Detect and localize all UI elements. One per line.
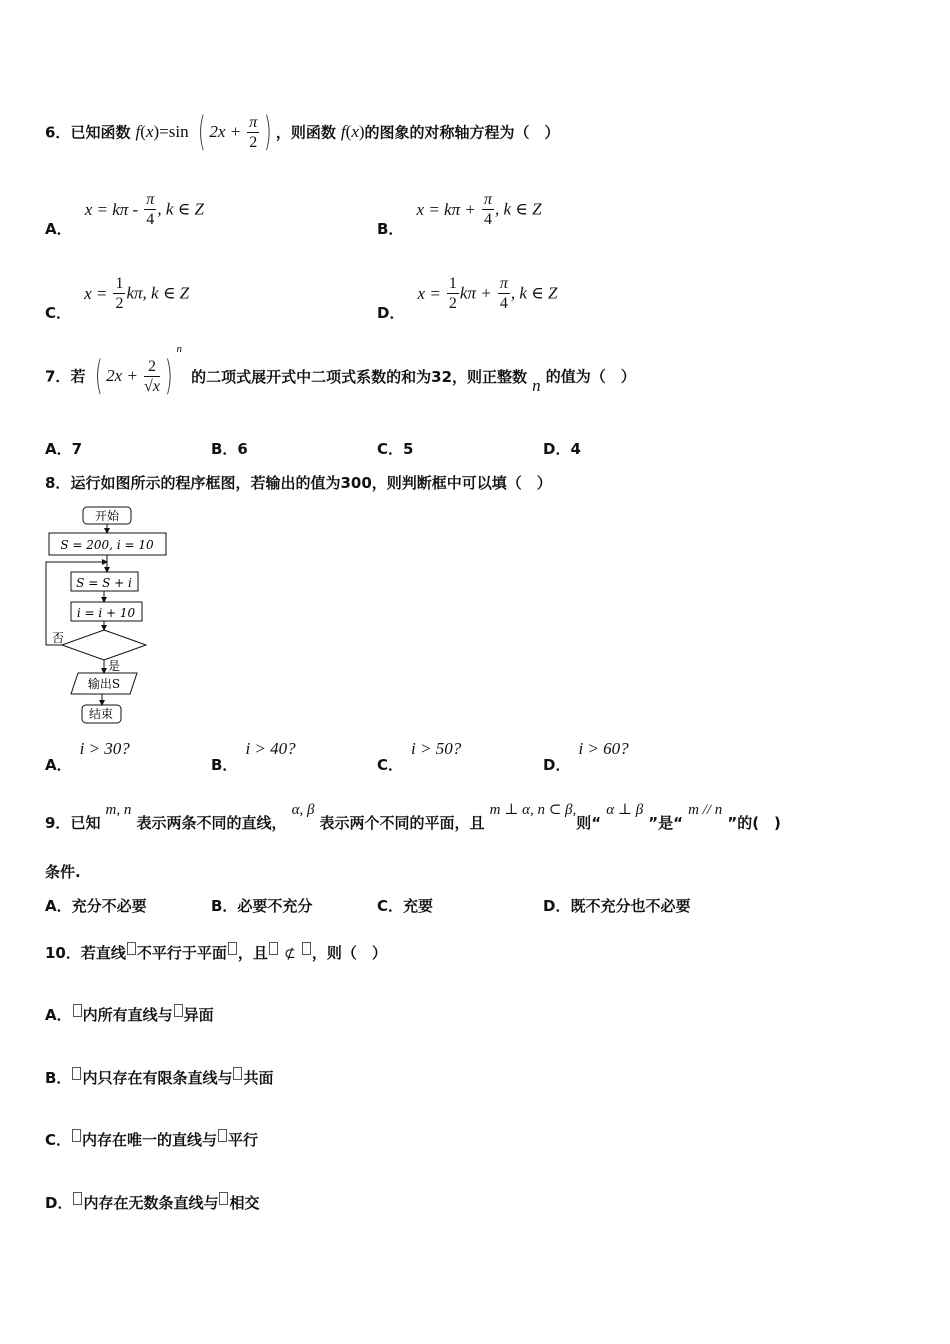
q10-option-b: B． 内只存在有限条直线与 共面 (45, 1069, 274, 1087)
q9-cond: m ⊥ α, n ⊂ β, (489, 802, 577, 818)
flow-decision (62, 630, 146, 660)
q9-stem-tail: 条件. (45, 863, 81, 881)
missing-glyph-icon (269, 942, 278, 955)
q6-option-b-label: B． (377, 220, 404, 238)
q6-option-a: A． x = kπ - $\frac{\pi}{4}$ , k ∈ Z (45, 191, 204, 238)
missing-glyph-icon (174, 1004, 183, 1017)
q8-option-d: D．i > 60? (543, 739, 629, 774)
q9-option-b: B．必要不充分 (211, 897, 313, 915)
q7-stem-c: 的值为（ ） (545, 367, 636, 386)
q9-option-a: A．充分不必要 (45, 897, 147, 915)
flow-step1-text: S = S + i (76, 576, 132, 590)
q7-option-c: C．5 (377, 440, 414, 458)
q8-stem (45, 472, 552, 493)
q9-q: m // n (688, 802, 723, 818)
q6-option-c: C． x = $\frac{1}{2}$ kπ, k ∈ Z (45, 275, 190, 322)
q6-func-f2: f (340, 122, 346, 141)
q6-func-x: x (145, 122, 154, 141)
q7-stem-b: 的二项式展开式中二项式系数的和为32，则正整数 (191, 367, 528, 386)
q7-number: 7． (45, 367, 71, 386)
q6-fraction: $\frac{\pi}{2}$ (249, 113, 258, 151)
q6-stem-b: ，则函数 (275, 123, 336, 142)
missing-glyph-icon (73, 1004, 82, 1017)
q8-stem-text: 运行如图所示的程序框图，若输出的值为300，则判断框中可以填（ ） (70, 474, 552, 492)
q9-stem: 9．已知 m, n 表示两条不同的直线， α, β 表示两个不同的平面，且 m ⊥ α, n ⊂ β,则“ α ⊥ β ”是“ m // n ”的( ) (45, 802, 781, 832)
q7-stem: 7．若 ( 2x + $\frac{2}{√x}$ )$^n$ 的二项式展开式中二项式系数的和为32，则正整数 n 的值为（ ） (45, 343, 636, 399)
q6-stem-c: 的图象的对称轴方程为（ ） (364, 123, 560, 142)
q9-p: α ⊥ β (606, 802, 644, 818)
q7-option-d: D．4 (543, 440, 581, 458)
flow-step2-text: i = i + 10 (76, 606, 136, 620)
flowchart (40, 500, 180, 730)
missing-glyph-icon (219, 1192, 228, 1205)
flow-init-text: S = 200, i = 10 (60, 538, 154, 552)
q6-func-f: f (135, 122, 141, 141)
q6-inner: 2x + (209, 122, 242, 141)
q7-var-n: n (532, 375, 541, 395)
q6-option-b: B． x = kπ + $\frac{\pi}{4}$ , k ∈ Z (377, 191, 542, 238)
q6-stem-a: 已知函数 (70, 123, 131, 142)
missing-glyph-icon (218, 1129, 227, 1142)
q6-option-a-label: A． (45, 220, 72, 238)
q8-option-c: C．i > 50? (377, 739, 462, 774)
q10-option-c: C． 内存在唯一的直线与 平行 (45, 1131, 259, 1149)
q6-number: 6． (45, 123, 71, 142)
missing-glyph-icon (72, 1067, 81, 1080)
q6-func-x2: x (351, 122, 359, 141)
flow-end-text: 结束 (88, 707, 114, 721)
missing-glyph-icon (127, 942, 136, 955)
q6-option-d: D． x = $\frac{1}{2}$ kπ + $\frac{\pi}{4}$ , k ∈ Z (377, 275, 558, 322)
missing-glyph-icon (228, 942, 237, 955)
q8-option-a: A．i > 30? (45, 739, 130, 774)
flow-no-label: 否 (52, 631, 65, 645)
missing-glyph-icon (72, 1129, 81, 1142)
flow-start-text: 开始 (94, 509, 120, 523)
q6-option-c-label: C． (45, 304, 72, 322)
q6-option-d-label: D． (377, 304, 405, 322)
q8-number: 8． (45, 474, 71, 492)
q7-exponent: n (176, 343, 183, 356)
q10-stem: 10．若直线 不平行于平面 ，且 ⊄ ，则（ ） (45, 944, 387, 962)
q7-fraction: $\frac{2}{√x}$ (144, 357, 160, 395)
missing-glyph-icon (233, 1067, 242, 1080)
q10-option-d: D． 内存在无数条直线与 相交 (45, 1194, 260, 1212)
missing-glyph-icon (302, 942, 311, 955)
q7-stem-a: 若 (70, 367, 86, 386)
q8-option-b: B．i > 40? (211, 739, 296, 774)
q10-option-a: A． 内所有直线与 异面 (45, 1006, 214, 1024)
q6-stem: 6．已知函数 f(x)=sin ( 2x + $\frac{\pi}{2}$ ) ，则函数 f(x)的图象的对称轴方程为（ ） (45, 109, 560, 155)
missing-glyph-icon (73, 1192, 82, 1205)
q7-option-b: B．6 (211, 440, 248, 458)
q10-number: 10． (45, 944, 81, 962)
q9-mn: m, n (105, 802, 132, 818)
q6-eq: =sin (159, 122, 189, 141)
q9-ab: α, β (291, 802, 315, 818)
q9-number: 9． (45, 814, 71, 832)
q9-option-c: C．充要 (377, 897, 434, 915)
q9-option-d: D．既不充分也不必要 (543, 897, 691, 915)
flow-output-text: 输出S (87, 677, 121, 691)
flow-yes-label: 是 (108, 659, 121, 673)
q7-option-a: A．7 (45, 440, 83, 458)
